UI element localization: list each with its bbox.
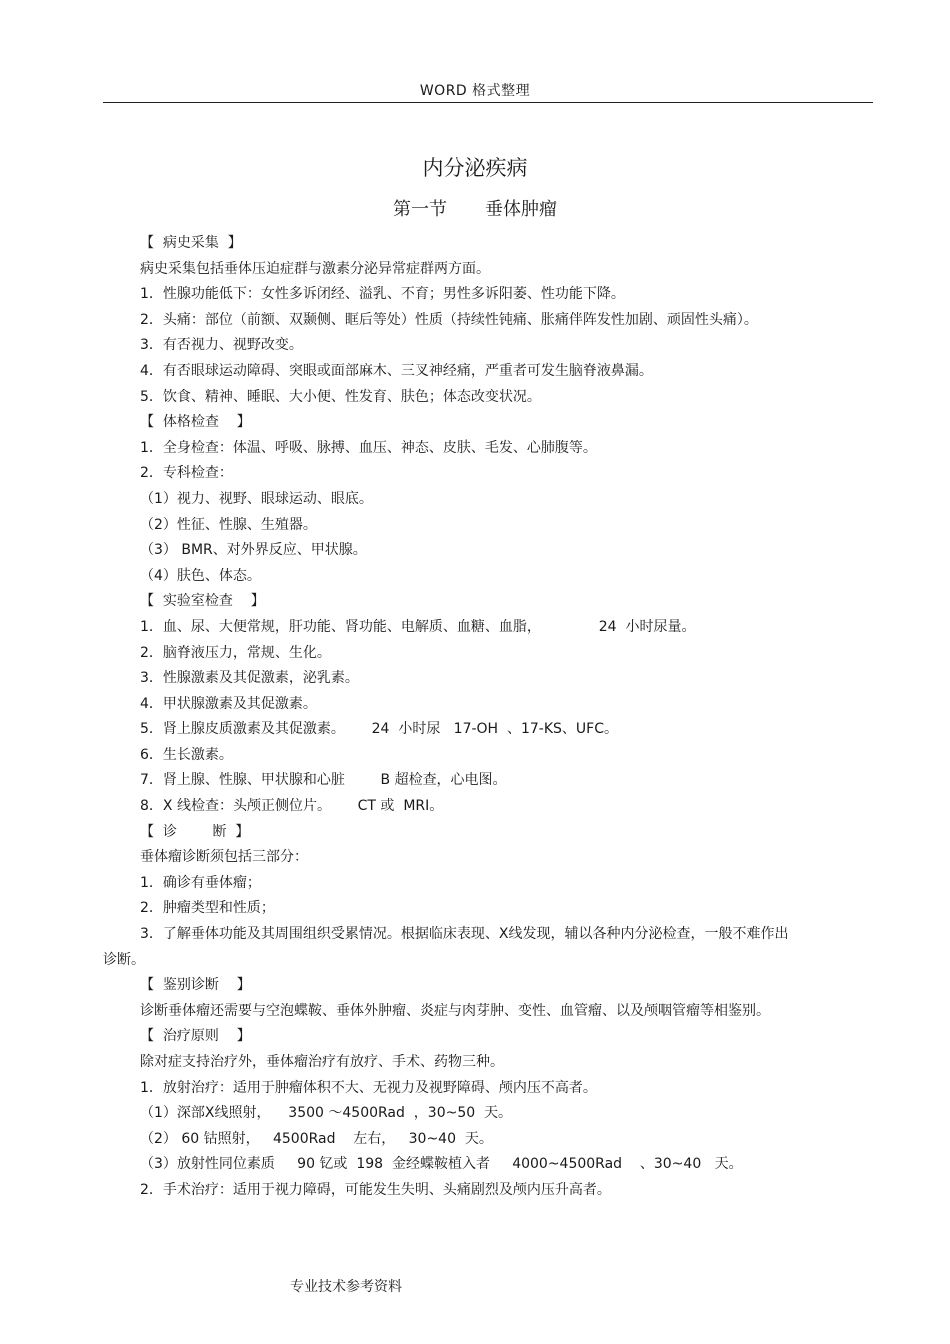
paragraph: 【 体格检查 】	[140, 414, 251, 431]
paragraph: 7．肾上腺、性腺、甲状腺和心脏 B 超检查，心电图。	[140, 772, 507, 789]
paragraph: （1）深部X线照射， 3500 ～4500Rad ，30~50 天。	[140, 1105, 513, 1122]
page-header: WORD 格式整理	[419, 83, 531, 99]
paragraph: （4）肤色、体态。	[140, 567, 261, 584]
paragraph: 【 诊 断 】	[140, 823, 250, 840]
paragraph: 2．头痛：部位（前额、双颞侧、眶后等处）性质（持续性钝痛、胀痛伴阵发性加剧、顽固性头痛）。	[140, 311, 758, 328]
paragraph: 4．甲状腺激素及其促激素。	[140, 695, 317, 712]
paragraph: （3）放射性同位素质 90 钇或 198 金经蝶鞍植入者 4000~4500Rad 、30~40 天。	[140, 1156, 743, 1173]
header-divider	[103, 102, 873, 103]
paragraph: 1．确诊有垂体瘤；	[140, 874, 261, 891]
paragraph: 2．专科检查：	[140, 465, 233, 482]
paragraph: 3．有否视力、视野改变。	[140, 337, 303, 354]
paragraph: 1．全身检查：体温、呼吸、脉搏、血压、神态、皮肤、毛发、心肺腹等。	[140, 439, 597, 456]
paragraph: （1）视力、视野、眼球运动、眼底。	[140, 490, 373, 507]
paragraph: 6．生长激素。	[140, 746, 233, 763]
paragraph: 2．肿瘤类型和性质；	[140, 900, 275, 917]
paragraph: 除对症支持治疗外，垂体瘤治疗有放疗、手术、药物三种。	[140, 1054, 504, 1070]
section-name: 垂体肿瘤	[485, 199, 557, 220]
paragraph: 病史采集包括垂体压迫症群与激素分泌异常症群两方面。	[140, 260, 490, 277]
paragraph: 垂体瘤诊断须包括三部分：	[140, 849, 308, 866]
chapter-title: 内分泌疾病	[422, 156, 528, 180]
paragraph: 【 病史采集 】	[140, 235, 242, 251]
document-body	[103, 231, 793, 1204]
paragraph: 1．血、尿、大便常规，肝功能、肾功能、电解质、血糖、血脂， 24 小时尿量。	[140, 618, 696, 635]
paragraph: 3．性腺激素及其促激素，泌乳素。	[140, 670, 359, 687]
paragraph: 1．放射治疗：适用于肿瘤体积不大、无视力及视野障碍、颅内压不高者。	[140, 1079, 597, 1096]
paragraph: 5．肾上腺皮质激素及其促激素。 24 小时尿 17-OH 、17-KS、UFC。	[140, 721, 618, 738]
paragraph: 4．有否眼球运动障碍、突眼或面部麻木、三叉神经痛，严重者可发生脑脊液鼻漏。	[140, 362, 653, 379]
paragraph: 【 实验室检查 】	[140, 593, 265, 610]
section-number: 第一节	[393, 199, 447, 220]
paragraph: 2．脑脊液压力，常规、生化。	[140, 644, 331, 661]
paragraph: 【 治疗原则 】	[140, 1028, 251, 1045]
paragraph: 3．了解垂体功能及其周围组织受累情况。根据临床表现、X线发现，辅以各种内分泌检查，一般不难作出诊断。	[103, 926, 789, 968]
paragraph: 2．手术治疗：适用于视力障碍，可能发生失明、头痛剧烈及颅内压升高者。	[140, 1181, 611, 1198]
paragraph: （2）性征、性腺、生殖器。	[140, 516, 317, 533]
paragraph: 5．饮食、精神、睡眠、大小便、性发育、肤色；体态改变状况。	[140, 388, 541, 405]
paragraph: 【 鉴别诊断 】	[140, 977, 251, 994]
paragraph: 诊断垂体瘤还需要与空泡蝶鞍、垂体外肿瘤、炎症与肉芽肿、变性、血管瘤、以及颅咽管瘤等相鉴别。	[140, 1002, 770, 1019]
paragraph: 1．性腺功能低下：女性多诉闭经、溢乳、不育；男性多诉阳萎、性功能下降。	[140, 286, 625, 303]
section-title	[0, 195, 950, 221]
page-footer: 专业技术参考资料	[290, 1279, 402, 1295]
paragraph: 8．X 线检查：头颅正侧位片。 CT 或 MRI。	[140, 798, 444, 815]
paragraph: （3） BMR、对外界反应、甲状腺。	[140, 542, 367, 559]
paragraph: （2） 60 钴照射， 4500Rad 左右， 30~40 天。	[140, 1130, 493, 1147]
